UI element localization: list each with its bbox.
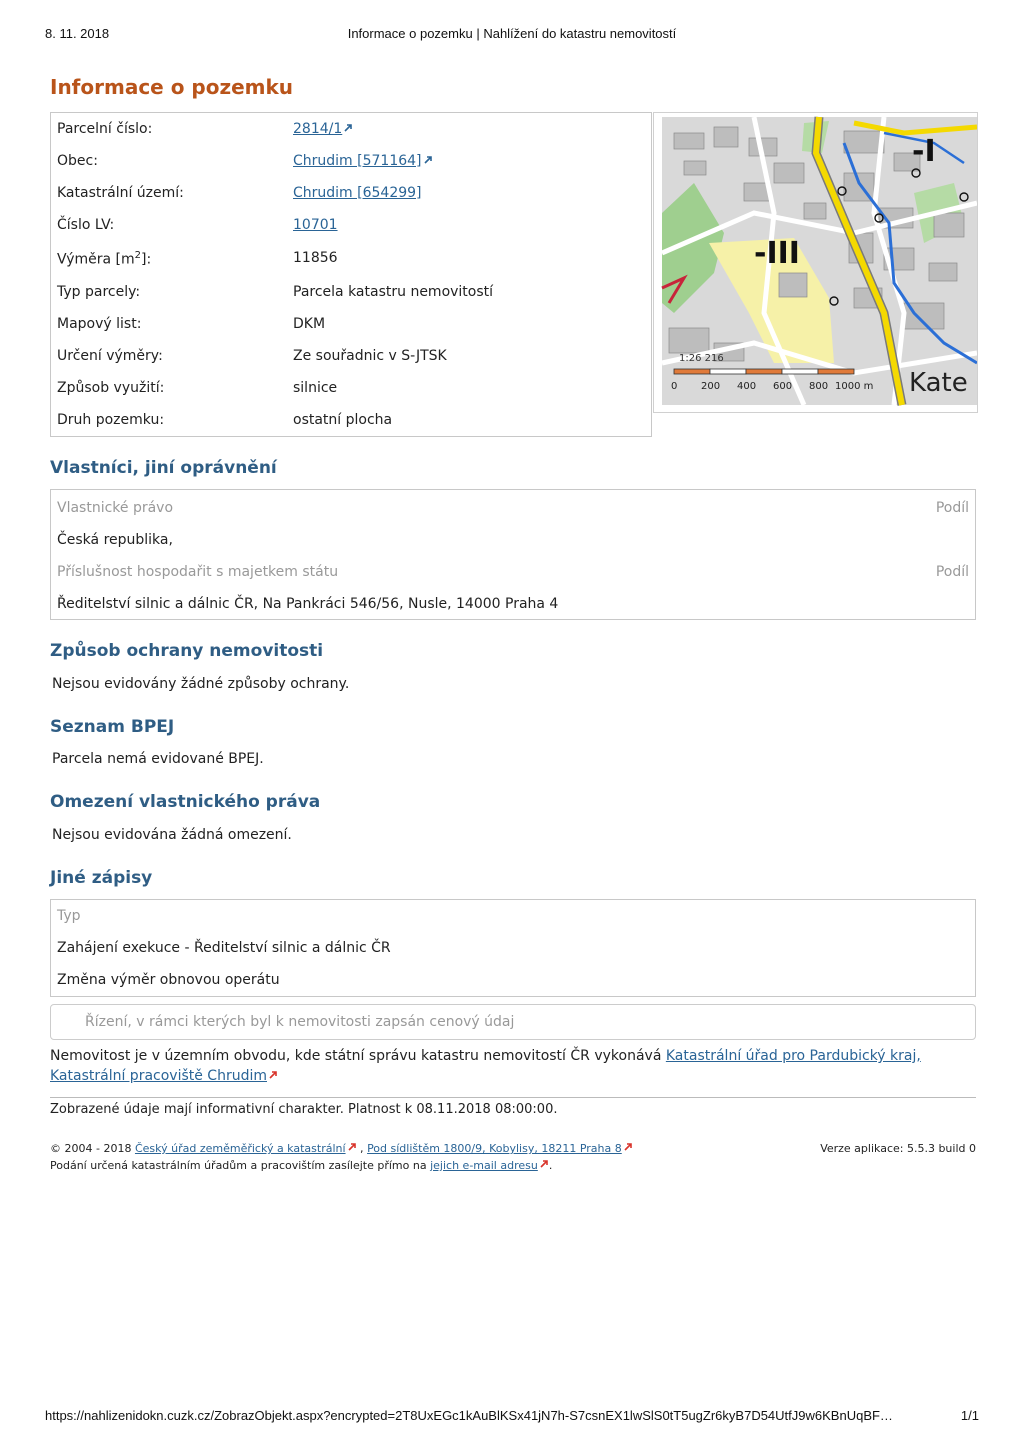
footer-submissions: Podání určená katastrálním úřadům a pracovištím zasílejte přímo na jejich e-mail adresu . (50, 1159, 553, 1172)
parcel-info-table (50, 112, 652, 437)
map-image (654, 113, 977, 412)
protection-title: Způsob ochrany nemovitosti (50, 641, 324, 661)
page-title: Informace o pozemku (50, 75, 294, 99)
row-value: ostatní plocha (293, 412, 393, 428)
row-label: Parcelní číslo: (57, 121, 153, 137)
print-page-number: 1/1 (960, 1408, 979, 1423)
office-note-text: Nemovitost je v územním obvodu, kde státní správu katastru nemovitostí ČR vykonává (50, 1048, 666, 1064)
restrictions-title: Omezení vlastnického práva (50, 792, 321, 812)
protection-text: Nejsou evidovány žádné způsoby ochrany. (52, 676, 350, 692)
owner-name: Česká republika, (57, 532, 173, 548)
row-label: Způsob využití: (57, 380, 165, 396)
divider (50, 1097, 976, 1098)
owners-table (50, 489, 976, 620)
other-record-row: Změna výměr obnovou operátu (57, 972, 280, 988)
print-footer (45, 1408, 979, 1424)
row-value: Ze souřadnic v S-JTSK (293, 348, 447, 364)
management-header: Příslušnost hospodařit s majetkem státu (57, 564, 339, 580)
map-preview[interactable] (653, 112, 978, 413)
external-link-icon (623, 1142, 633, 1152)
map-label-3: Kate (909, 368, 968, 398)
row-label: Číslo LV: (57, 217, 115, 233)
app-version: Verze aplikace: 5.5.3 build 0 (820, 1142, 976, 1155)
bpej-text: Parcela nemá evidované BPEJ. (52, 751, 264, 767)
external-link-icon (347, 1142, 357, 1152)
row-label: Typ parcely: (57, 284, 141, 300)
external-link-icon (268, 1070, 278, 1080)
address-link[interactable]: Pod sídlištěm 1800/9, Kobylisy, 18211 Praha 8 (367, 1142, 622, 1155)
validity-note: Zobrazené údaje mají informativní charakter. Platnost k 08.11.2018 08:00:00. (50, 1102, 558, 1117)
restrictions-text: Nejsou evidována žádná omezení. (52, 827, 292, 843)
map-label-2: -III (754, 236, 800, 271)
owners-header: Vlastnické právo (57, 500, 174, 516)
office-note (50, 1046, 970, 1086)
share-header: Podíl (935, 500, 969, 516)
bpej-title: Seznam BPEJ (50, 717, 175, 737)
print-header (45, 26, 979, 42)
cadastral-area-link[interactable]: Chrudim [654299] (293, 185, 422, 201)
footer-copyright: © 2004 - 2018 Český úřad zeměměřický a katastrální , Pod sídlištěm 1800/9, Kobylisy, 18211 Praha 8 (50, 1142, 633, 1155)
print-date: 8. 11. 2018 (45, 26, 110, 41)
area-value: 11856 (293, 250, 338, 266)
other-record-row: Zahájení exekuce - Ředitelství silnic a dálnic ČR (57, 940, 391, 956)
parcel-number-link[interactable]: 2814/1 (293, 121, 343, 137)
cadastral-office-link[interactable]: Katastrální úřad pro Pardubický kraj, Katastrální pracoviště Chrudim (50, 1048, 921, 1084)
row-label: Určení výměry: (57, 348, 163, 364)
owners-title: Vlastníci, jiní oprávnění (50, 458, 277, 478)
map-scale-tick: 1000 m (835, 381, 874, 392)
lv-number-link[interactable]: 10701 (293, 217, 338, 233)
map-scale-tick: 800 (809, 381, 829, 392)
share-header: Podíl (935, 564, 969, 580)
row-label: Druh pozemku: (57, 412, 165, 428)
row-label: Katastrální území: (57, 185, 184, 201)
map-scale-text: 1:26 216 (679, 353, 724, 364)
print-title: Informace o pozemku | Nahlížení do katastru nemovitostí (347, 26, 677, 41)
map-scale-tick: 600 (773, 381, 793, 392)
external-link-icon (539, 1159, 549, 1169)
other-records-title: Jiné zápisy (50, 868, 153, 888)
price-proceedings-toggle[interactable] (50, 1004, 976, 1040)
row-value: DKM (293, 316, 326, 332)
row-label: Výměra $[m^2]$: (57, 250, 152, 268)
row-label: Obec: (57, 153, 98, 169)
map-label-1: -I (912, 134, 936, 169)
row-label: Mapový list: (57, 316, 142, 332)
manager-name: Ředitelství silnic a dálnic ČR, Na Pankráci 546/56, Nusle, 14000 Praha 4 (57, 596, 559, 612)
map-scale-tick: 0 (671, 381, 678, 392)
row-value: Parcela katastru nemovitostí (293, 284, 494, 300)
municipality-link[interactable]: Chrudim [571164] (293, 153, 422, 169)
cuzk-link[interactable]: Český úřad zeměměřický a katastrální (134, 1142, 346, 1155)
other-records-table (50, 899, 976, 997)
print-url: https://nahlizenidokn.cuzk.cz/ZobrazObjekt.aspx?encrypted=2T8UxEGc1kAuBlKSx41jN7h-S7csnEX1lwSlS0tT5ugZr6kyB7D54UtfJ9w6KBnUqBF… (45, 1408, 893, 1423)
map-scale-tick: 200 (701, 381, 721, 392)
external-link-icon (343, 123, 353, 133)
external-link-icon (423, 155, 433, 165)
row-value: silnice (293, 380, 338, 396)
price-proceedings-label: Řízení, v rámci kterých byl k nemovitosti zapsán cenový údaj (85, 1014, 515, 1030)
email-link[interactable]: jejich e-mail adresu (430, 1159, 538, 1172)
map-scale-tick: 400 (737, 381, 757, 392)
type-header: Typ (57, 908, 81, 924)
